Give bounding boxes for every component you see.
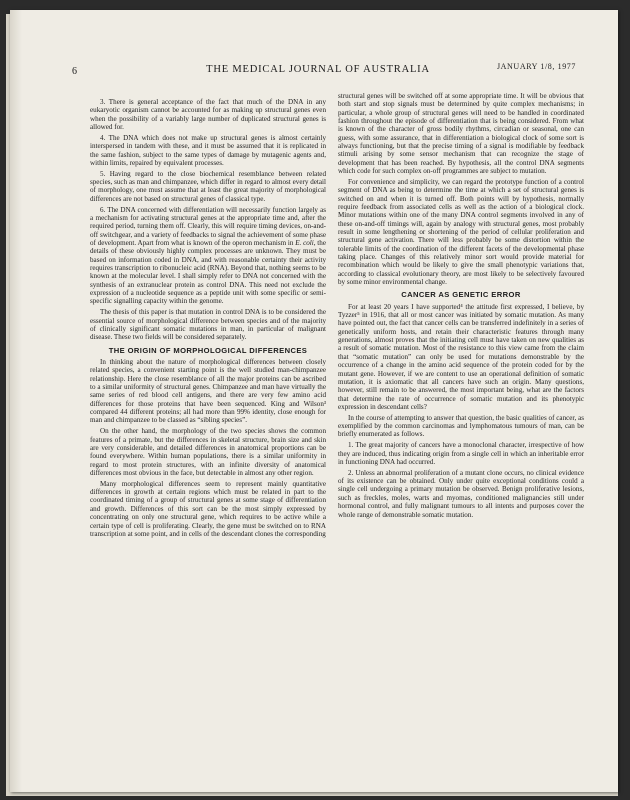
paragraph: 1. The great majority of cancers have a monoclonal character, irrespective of how they are induced, thus indicating origin from a single cell in which an inheritable error in functioning DNA had occurred.	[338, 441, 584, 466]
paragraph: 3. There is general acceptance of the fact that much of the DNA in any eukaryotic organism cannot be accounted for as making up structural genes even when the possibility of a variably large number of duplicated structural genes is allowed for.	[90, 98, 326, 132]
running-header	[60, 62, 576, 76]
paragraph: For at least 20 years I have supported⁴ the attitude first expressed, I believe, by Tyzzer⁵ in 1916, that all or most cancer was initiated by somatic mutation. As many have pointed out, the fact that cancer cells can be transferred indefinitely in a series of genetically uniform hosts, and retain their characteristic features through many generations, almost proves that the initiating cell must have taken on new qualities as a result of somatic mutation. Most of the resistance to this view came from the claim that “somatic mutation” can only be used for mutations demonstrable by the occurrence of a change in the amino acid sequence of the protein coded for by the mutant gene. However, if we are content to use an operational definition of somatic mutation, it is axiomatic that all cancers have such an origin. Many questions, however, still remain to be answered, the most important being, what are the factors that determine the rate of occurrence of somatic mutation and its phenotypic expression in descendant cells?	[338, 302, 584, 411]
paragraph: Many morphological differences seem to represent mainly quantitative differences in growth at certain regions which must be related in part to the coordinated timing of a group of structural genes at some stage of differentiation and growth. Differences of this sort can be the most simply expressed by concentrating on only one structural gene, which requires to be active while a certain type of cell is proliferating. Clearly, the gene must be switched on to RNA transcription at some point, and in cells of the descendant clones the corresponding	[90, 479, 326, 538]
section-heading: THE ORIGIN OF MORPHOLOGICAL DIFFERENCES	[108, 345, 308, 355]
paragraph-text: , the details of these obviously highly complex processes are unknown. They must be based on information coded in DNA, and with reasonable certainty their activity requires transcription to ribonucleic acid (RNA). Beyond that, nothing seems to be known at the molecular level. I shall simply refer to DNA not concerned with the synthesis of an extranuclear protein as control DNA. This need not exclude the expression of a nucleotide sequence as a peptide unit with some specific or semi-specific signalling capacity within the genome.	[90, 239, 326, 306]
paragraph: For convenience and simplicity, we can regard the prototype function of a control segment of DNA as being to determine the time at which a set of structural genes is switched on and when it is turned off. Both points will by hypothesis, normally require feedback from associated cells as well as the action of a biological clock. Minor mutations within one of the many DNA control segments involved in any of these on-and-off timings will, again by analogy with structural genes, most probably result in some lengthening or shortening of the period of cellular proliferation and structural gene activation. There will less probably be some distortion within the tolerable limits of the coordination of the different facets of the developmental phase taking place. Changes of this relatively minor sort would provide material for recombination which would be likely to give the small phenotypic variations that, according to classical evolutionary theory, are most likely to be selectively favoured by some minor environmental change.	[338, 177, 584, 287]
issue-date: JANUARY 1/8, 1977	[496, 62, 576, 71]
paragraph: In the course of attempting to answer that question, the basic qualities of cancer, as exemplified by the common carcinomas and lymphomatous tumours of man, can be briefly enumerated as follows.	[338, 413, 584, 439]
paragraph-text: 6. The DNA concerned with differentiation will necessarily function largely as a mechanism for activating structural genes at the appropriate time and, after the required period, turning them off. Clearly, this will require timing devices, on-and-off switchgear, and a variety of feedbacks to signal the achievement of some phase of development. Apart from what is known of the operon mechanism in	[90, 205, 326, 247]
page-edge-shadow	[10, 10, 22, 792]
section-heading: CANCER AS GENETIC ERROR	[401, 290, 521, 300]
paragraph: structural genes will be switched off at some appropriate time. It will be obvious that both start and stop signals must be determined by quite complex mechanisms; in particular, a whole group of structural genes will need to be handled in coordinated fashion throughout the episode of differentiation that is being considered. From what is known of the character of gross bodily rhythms, circadian or seasonal, one can guess, with some assurance, that in differentiation a biological clock of some sort is always functioning, but that the precise timing of a signal is modifiable by feedback stimuli arising by some sensor mechanism that can recognize the stage of development that has been reached. By hypothesis, all the control DNA segments which code for such complex on-off programmes are subject to mutation.	[338, 92, 584, 176]
page-number: 6	[72, 66, 78, 77]
paragraph: 5. Having regard to the close biochemical resemblance between related species, such as man and chimpanzee, which differ in regard to almost every detail of morphology, one must assume that at least the great majority of morphological differences are not based on structural genes of classical type.	[90, 169, 326, 203]
species-name: E. coli	[295, 239, 314, 247]
journal-title: THE MEDICAL JOURNAL OF AUSTRALIA	[206, 64, 430, 75]
paragraph: In thinking about the nature of morphological differences between closely related species, a convenient starting point is the well studied man-chimpanzee relationship. Here the close resemblance of all the major proteins can be ascribed to a similar uniformity of structural genes. Chimpanzee and man have virtually the same series of red blood cell antigens, and there are very few amino acid differences for those proteins that have been sequenced. King and Wilson³ compared 44 different proteins; all had more than 99% identity, close enough for man and chimpanzee to be classed as “sibling species”.	[90, 357, 326, 425]
paragraph: On the other hand, the morphology of the two species shows the common features of a primate, but the differences in skeletal structure, brain size and skin are very considerable, and detailed differences in anatomical proportions can be found everywhere. Within human populations, there is a similar uniformity in regard to most protein structures, with an infinite diversity of anatomical differences most obvious in the face, but detectable in almost any other region.	[90, 427, 326, 477]
paragraph: 4. The DNA which does not make up structural genes is almost certainly interspersed in tandem with these, and it must be assumed that it is replicated in the same fashion, subject to the same types of damage by mutagenic agents and, within limits, repaired by equivalent processes.	[90, 133, 326, 167]
paragraph: The thesis of this paper is that mutation in control DNA is to be considered the essential source of morphological difference between species and of the majority of clinically significant somatic mutations in man, in particular of malignant disease. These two fields will be considered separately.	[90, 308, 326, 342]
right-column	[338, 92, 584, 521]
left-column	[90, 98, 326, 541]
paragraph	[90, 206, 326, 306]
journal-page	[10, 10, 618, 792]
paragraph: 2. Unless an abnormal proliferation of a mutant clone occurs, no clinical evidence of its existence can be obtained. Only under quite exceptional conditions could a single cell undergoing a primary mutation be observed. Benign proliferative lesions, such as freckles, moles, warts and myomas, conditioned malignancies still under hormonal control, and fully malignant tumours to all intents and purposes cover the whole range of demonstrable somatic mutation.	[338, 468, 584, 519]
